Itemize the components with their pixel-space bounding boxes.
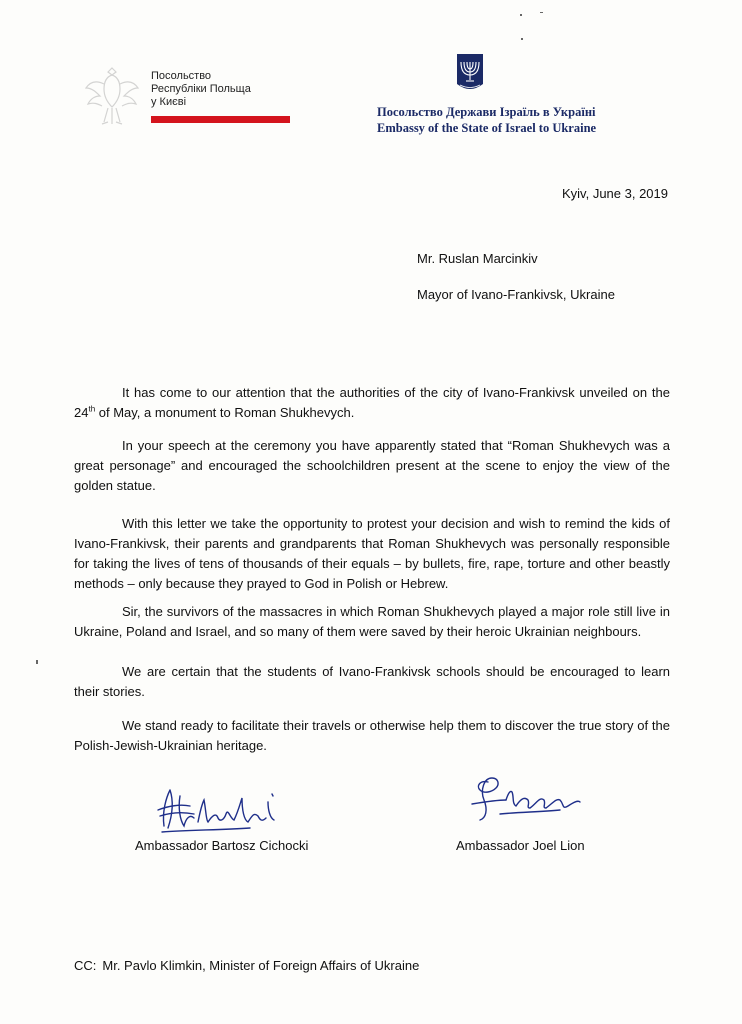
cc-recipient: Mr. Pavlo Klimkin, Minister of Foreign Affairs of Ukraine	[102, 958, 420, 973]
paragraph-1-part-b: of May, a monument to Roman Shukhevych.	[95, 405, 355, 420]
paragraph-2-text: In your speech at the ceremony you have apparently stated that “Roman Shukhevych was a great personage” and encouraged the schoolchildren present at the scene to enjoy the view of the golden statue.	[74, 438, 670, 493]
paragraph-5	[74, 662, 670, 702]
paragraph-3-text: With this letter we take the opportunity to protest your decision and wish to remind the kids of Ivano-Frankivsk, their parents and grandparents that Roman Shukhevych was personally responsible for taking the lives of tens of thousands of their equals – by bullets, fire, rape, torture and other beastly methods – only because they prayed to God in Polish or Hebrew.	[74, 516, 670, 591]
signature-lion	[470, 770, 585, 830]
paragraph-6	[74, 716, 670, 756]
signature-cichocki	[150, 782, 290, 838]
israeli-embassy-ukrainian: Посольство Держави Ізраїль в Україні	[377, 105, 596, 119]
signatory-name-1: Ambassador Bartosz Cichocki	[135, 838, 309, 853]
paragraph-1	[74, 383, 670, 423]
polish-embassy-line2: Республіки Польща	[151, 83, 251, 95]
polish-eagle-icon	[82, 62, 142, 132]
scan-speck	[521, 38, 523, 40]
polish-red-bar	[151, 116, 290, 123]
cc-label: CC:	[74, 958, 97, 973]
recipient-name: Mr. Ruslan Marcinkiv	[417, 251, 538, 266]
paragraph-1-part-a: It has come to our attention that the authorities of the city of Ivano-Frankivsk unveiled on the 24	[74, 385, 670, 420]
paragraph-6-text: We stand ready to facilitate their travels or otherwise help them to discover the true story of the Polish-Jewish-Ukrainian heritage.	[74, 718, 670, 753]
letter-date: Kyiv, June 3, 2019	[562, 186, 668, 201]
signatory-name-2: Ambassador Joel Lion	[456, 838, 585, 853]
scan-speck	[540, 12, 543, 13]
polish-embassy-name	[151, 70, 251, 109]
polish-embassy-line1: Посольство	[151, 70, 212, 82]
paragraph-5-text: We are certain that the students of Ivano-Frankivsk schools should be encouraged to learn their stories.	[74, 664, 670, 699]
paragraph-4-text: Sir, the survivors of the massacres in which Roman Shukhevych played a major role still live in Ukraine, Poland and Israel, and so many of them were saved by their heroic Ukrainian neighbours.	[74, 604, 670, 639]
israeli-embassy-name	[377, 104, 596, 136]
paragraph-1-superscript: th	[88, 404, 96, 414]
polish-embassy-line3: у Києві	[151, 96, 187, 108]
cc-line	[74, 958, 425, 973]
scan-speck	[520, 14, 522, 16]
paragraph-2	[74, 436, 670, 496]
recipient-title: Mayor of Ivano-Frankivsk, Ukraine	[417, 287, 615, 302]
israeli-embassy-english: Embassy of the State of Israel to Ukraine	[377, 121, 597, 135]
paragraph-4	[74, 602, 670, 642]
paragraph-3	[74, 514, 670, 594]
israel-menorah-emblem-icon	[455, 52, 485, 94]
scan-speck	[36, 660, 38, 664]
